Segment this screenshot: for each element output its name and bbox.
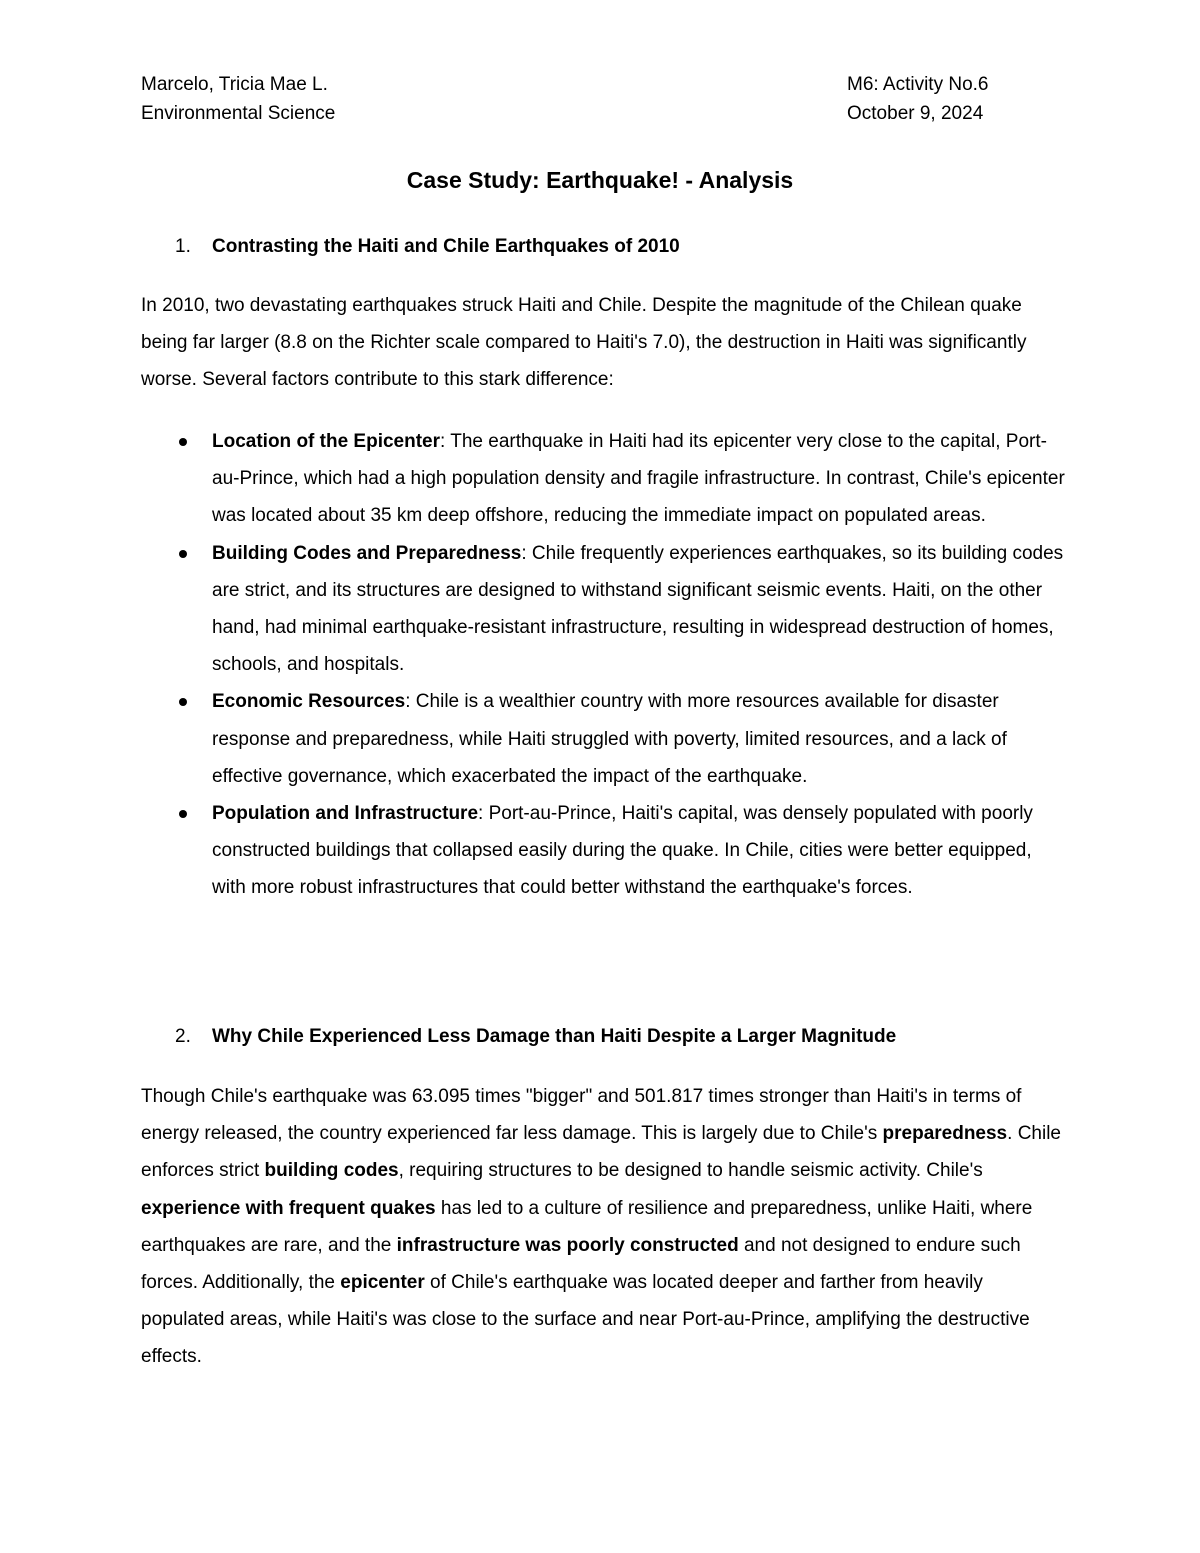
section-2-paragraph xyxy=(141,1078,1066,1376)
page-title: Case Study: Earthquake! - Analysis xyxy=(406,167,794,193)
section-1-heading xyxy=(141,228,1066,265)
bullet-term: Building Codes and Preparedness xyxy=(212,542,522,564)
bullet-term: Economic Resources xyxy=(212,691,406,713)
text-run: of Chile's earthquake was located deeper and farther from heavily populated areas, while Haiti's was close to the surface and near Port-au-Prince, amplifying the destructive effects. xyxy=(141,1272,1030,1368)
text-run: Though Chile's earthquake was 63.095 times "bigger" and 501.817 times stronger than Haiti's in terms of energy released, the country experienced far less damage. This is largely due to Chile's xyxy=(141,1086,1022,1145)
section-2-heading xyxy=(141,1018,1066,1055)
text-run: has led to a culture of resilience and preparedness, unlike Haiti, where earthquakes are rare, and the xyxy=(141,1197,1033,1256)
text-run: . Chile enforces strict xyxy=(141,1123,1061,1182)
document-date: October 9, 2024 xyxy=(847,103,984,124)
bullet-term: Location of the Epicenter xyxy=(212,431,441,452)
list-item xyxy=(141,683,1066,795)
bullet-icon xyxy=(179,698,187,706)
section-1-number: 1. xyxy=(175,236,191,257)
section-2-heading-text: Why Chile Experienced Less Damage than Haiti Despite a Larger Magnitude xyxy=(212,1026,897,1047)
bullet-text: : Chile is a wealthier country with more resources available for disaster response and preparedness, while Haiti struggled with poverty, limited resources, and a lack of effective governance, which exacerbated the impact of the earthquake. xyxy=(212,691,1007,787)
bullet-icon xyxy=(179,550,187,558)
factors-list xyxy=(141,423,1066,907)
bullet-icon xyxy=(179,810,187,818)
header-right xyxy=(847,70,989,128)
list-item xyxy=(141,535,1066,684)
emphasis-epicenter: epicenter xyxy=(340,1272,425,1294)
activity-label: M6: Activity No.6 xyxy=(847,74,989,95)
emphasis-building-codes: building codes xyxy=(264,1160,399,1182)
section-1-paragraph: In 2010, two devastating earthquakes struck Haiti and Chile. Despite the magnitude of the Chilean quake being far larger (8.8 on the Richter scale compared to Haiti's 7.0), the destruction in Haiti was significantly worse. Several factors contribute to this stark difference: xyxy=(141,295,1027,391)
emphasis-infrastructure: infrastructure was poorly constructed xyxy=(396,1234,739,1256)
section-1-heading-text: Contrasting the Haiti and Chile Earthquakes of 2010 xyxy=(212,236,680,257)
emphasis-preparedness: preparedness xyxy=(882,1123,1008,1145)
section-2-number: 2. xyxy=(175,1026,191,1047)
text-run: and not designed to endure such forces. Additionally, the xyxy=(141,1234,1021,1294)
list-item xyxy=(141,795,1066,907)
bullet-text: : Chile frequently experiences earthquakes, so its building codes are strict, and its structures are designed to withstand significant seismic events. Haiti, on the other hand, had minimal earthquake-resistant infrastructure, resulting in widespread destruction of homes, schools, and hospitals. xyxy=(212,542,1064,676)
student-name: Marcelo, Tricia Mae L. xyxy=(141,74,328,95)
bullet-term: Population and Infrastructure xyxy=(212,803,479,825)
list-item xyxy=(141,423,1066,535)
bullet-text: : Port-au-Prince, Haiti's capital, was densely populated with poorly constructed buildings that collapsed easily during the quake. In Chile, cities were better equipped, with more robust infrastructures that could better withstand the earthquake's forces. xyxy=(212,803,1033,899)
emphasis-experience: experience with frequent quakes xyxy=(141,1197,436,1219)
bullet-text: : The earthquake in Haiti had its epicenter very close to the capital, Port-au-Prince, which had a high population density and fragile infrastructure. In contrast, Chile's epicenter was located about 35 km deep offshore, reducing the immediate impact on populated areas. xyxy=(212,431,1065,527)
course-name: Environmental Science xyxy=(141,103,336,124)
header-left xyxy=(141,70,335,128)
text-run: , requiring structures to be designed to handle seismic activity. Chile's xyxy=(398,1160,983,1182)
bullet-icon xyxy=(179,438,187,446)
